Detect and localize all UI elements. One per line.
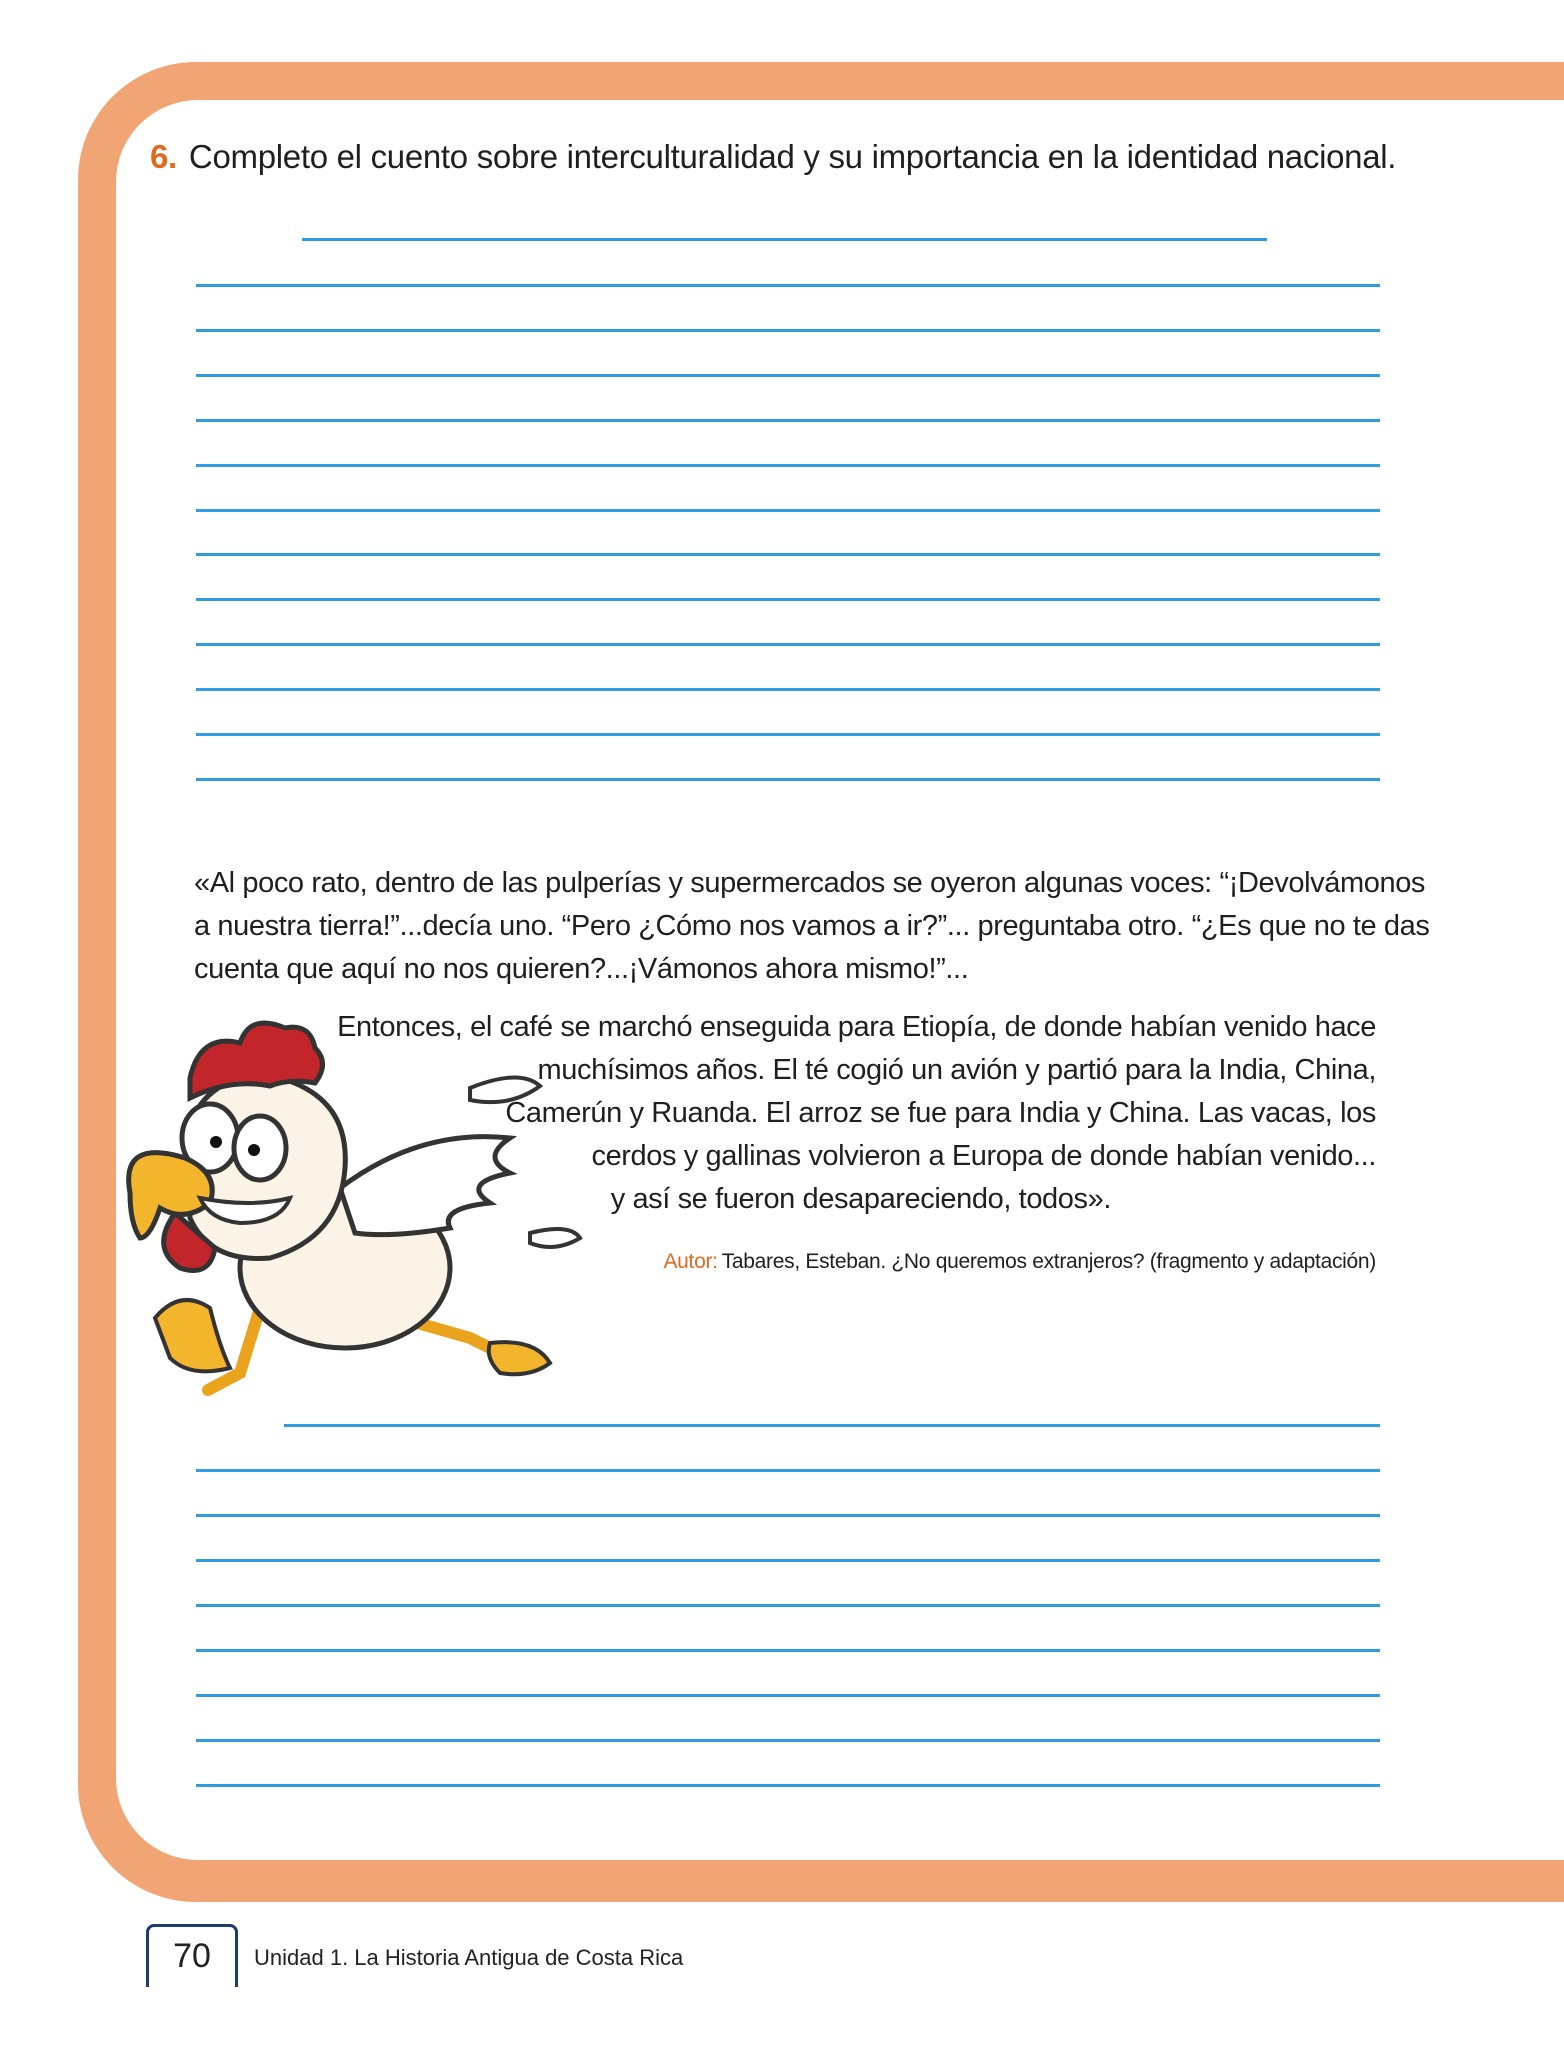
writing-line[interactable] [196,509,1380,512]
question-heading [150,138,1396,176]
story-body-line: muchísimos años. El té cogió un avión y partió para la India, China, [537,1054,1376,1086]
writing-line[interactable] [196,1784,1380,1787]
writing-line[interactable] [196,1694,1380,1697]
story-intro-line: «Al poco rato, dentro de las pulperías y supermercados se oyeron algunas voces: “¡Devolvámonos [194,867,1426,899]
story-intro-line: cuenta que aquí no nos quieren?...¡Vámonos ahora mismo!”... [194,953,969,985]
story-intro-line: a nuestra tierra!”...decía uno. “Pero ¿Cómo nos vamos a ir?”... preguntaba otro. “¿Es que no te das [194,910,1430,942]
writing-line[interactable] [196,733,1380,736]
unit-title: Unidad 1. La Historia Antigua de Costa Rica [254,1945,684,1970]
author-label: Autor: [663,1250,718,1273]
writing-line[interactable] [196,553,1380,556]
author-text: Tabares, Esteban. ¿No queremos extranjeros? (fragmento y adaptación) [721,1250,1376,1273]
page-number: 70 [146,1924,238,1987]
title-line[interactable] [302,238,1267,241]
writing-line[interactable] [284,1424,1380,1427]
writing-line[interactable] [196,1514,1380,1517]
author-credit [663,1250,1376,1274]
writing-line[interactable] [196,1604,1380,1607]
question-text: Completo el cuento sobre interculturalidad y su importancia en la identidad nacional. [188,138,1397,175]
writing-line[interactable] [196,419,1380,422]
writing-line[interactable] [196,598,1380,601]
writing-line[interactable] [196,1469,1380,1472]
story-body-line: Camerún y Ruanda. El arroz se fue para India y China. Las vacas, los [505,1097,1376,1129]
writing-line[interactable] [196,778,1380,781]
running-rooster-illustration [90,1008,610,1448]
writing-line[interactable] [196,284,1380,287]
story-body-line: cerdos y gallinas volvieron a Europa de donde habían venido... [591,1140,1376,1172]
writing-line[interactable] [196,1559,1380,1562]
writing-line[interactable] [196,643,1380,646]
story-body-line: y así se fueron desapareciendo, todos». [610,1183,1111,1215]
question-number: 6. [150,138,177,175]
writing-line[interactable] [196,1739,1380,1742]
story-body-line: Entonces, el café se marchó enseguida para Etiopía, de donde habían venido hace [337,1011,1376,1043]
writing-line[interactable] [196,688,1380,691]
writing-line[interactable] [196,1649,1380,1652]
story-intro [194,862,1430,991]
writing-line[interactable] [196,464,1380,467]
writing-line[interactable] [196,374,1380,377]
writing-line[interactable] [196,329,1380,332]
